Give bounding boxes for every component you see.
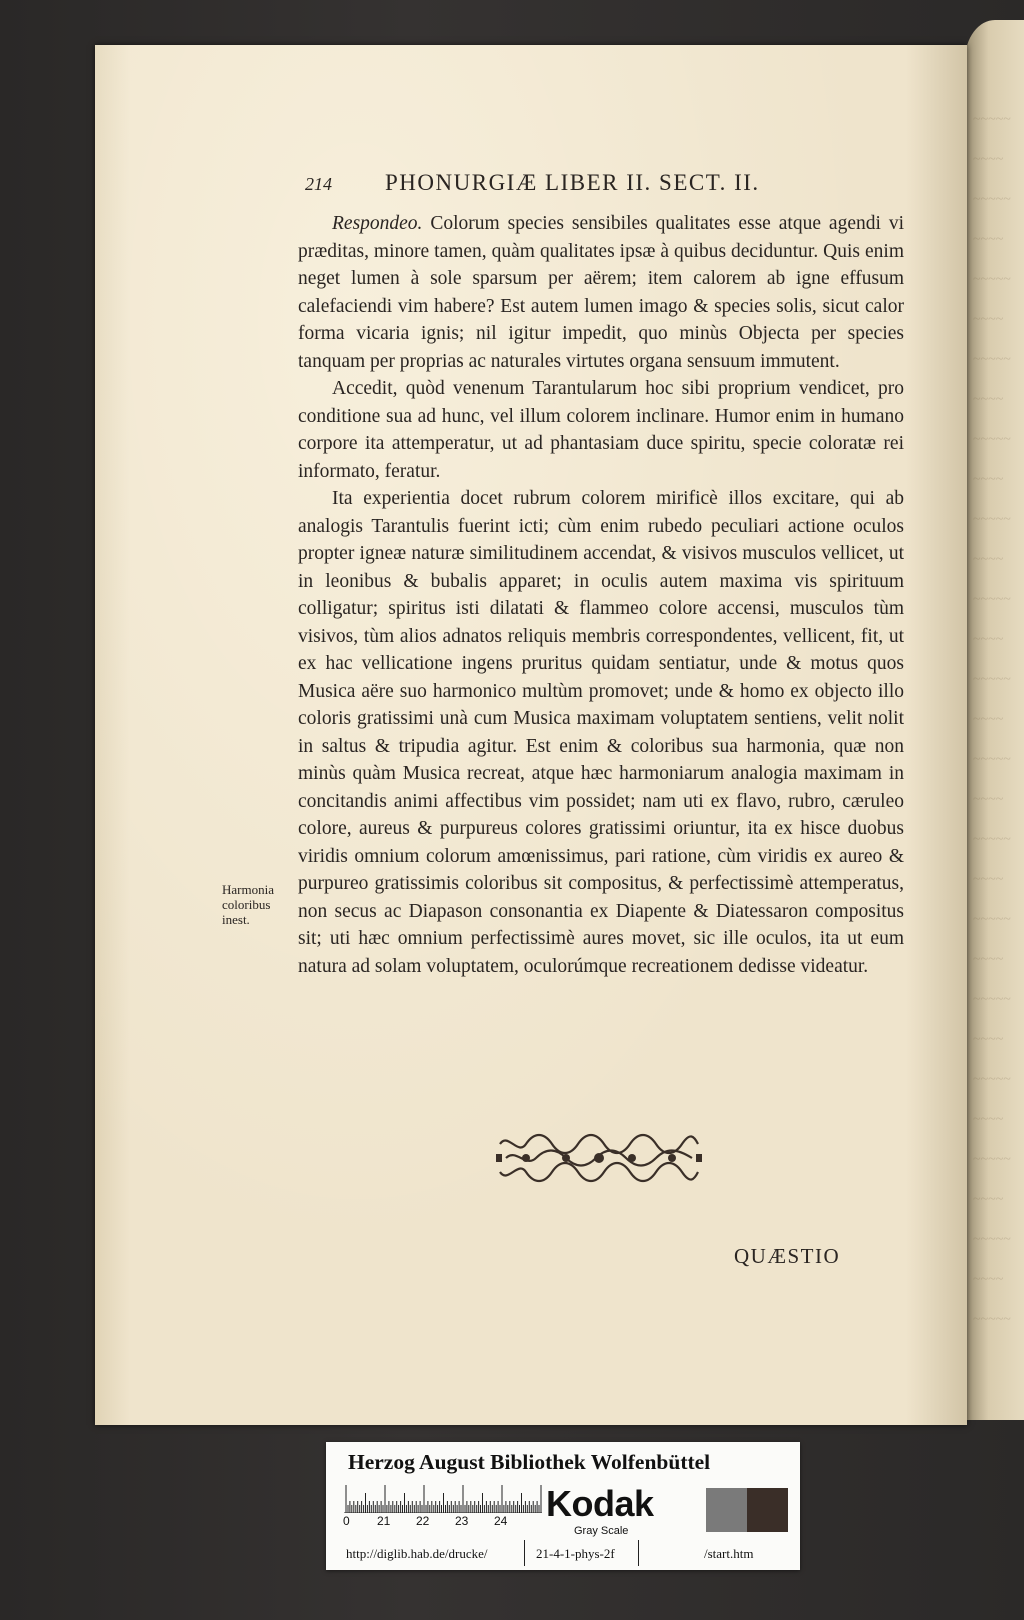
ruler-number: 21 xyxy=(377,1514,391,1528)
ruler-number: 23 xyxy=(455,1514,469,1528)
ruler-number: 0 xyxy=(343,1514,350,1528)
gray-patch xyxy=(706,1488,747,1532)
url-separator xyxy=(524,1540,525,1566)
url-part: /start.htm xyxy=(704,1546,754,1561)
paragraph-3: Ita experientia docet rubrum colorem mirificè illos excitare, qui ab analogis Tarantulis fuerint icti; cùm enim rubedo peculiari actione oculos propter igneæ naturæ similitudinem accendat, & visivos musculos vellicet, ut in leonibus & bubalis apparet; in oculis autem maxima vis spirituum colligatur; spiritus isti dilatati & flammeo colore accensi, musculos tùm visivos, tùm alios adnatos reliquis membris correspondentes, vellicent, fit, ut ex hac vellicatione ingens pruritus quidam sentiatur, unde & motus quos Musica aëre suo harmonico multùm promovet; unde & homo ex objecto illo coloris gratissimi unà cum Musica maximam voluptatem sentiens, velit nolit in saltus & tripudia agitur. Est enim & coloribus sua harmonia, quæ non minùs quàm Musica recreat, atque hæc harmoniarum analogia maximam in concitandis animi affectibus vim possidet; nam uti ex flavo, rubro, cæruleo colore, aureus & purpureus colores gratissimi oriuntur, ita ex hisce duobus viridis omnium colorum amœnissimus, pari ratione, cùm viridis ex aureo & purpureo gratissimis coloribus sit compositus, & perfectissimè attemperatus, non secus ac Diapason consonantia ex Diapente & Diatessaron compositus sit; uti hæc omnium perfectissimè aures movet, sic ille oculos, ita ut eum natura ad solam voluptatem, oculorúmque recreationem dedisse videatur. xyxy=(298,488,904,977)
kodak-logo: Kodak xyxy=(546,1483,654,1524)
margin-note-line: inest. xyxy=(222,912,250,927)
color-calibration-target xyxy=(326,1442,800,1570)
running-head: PHONURGIÆ LIBER II. SECT. II. xyxy=(385,170,760,195)
main-text xyxy=(298,210,904,980)
ruler-number: 24 xyxy=(494,1514,508,1528)
margin-note-line: coloribus xyxy=(222,897,271,912)
page-header xyxy=(305,170,835,204)
margin-note-line: Harmonia xyxy=(222,882,274,897)
url-part: 21-4-1-phys-2f xyxy=(536,1546,615,1561)
margin-note xyxy=(222,882,292,927)
bleed-through-text: ~~~~~ ~~~~ ~~~~~ ~~~~ ~~~~~ ~~~~ ~~~~~ ~~~~ ~~~~~ ~~~~ ~~~~~ ~~~~ ~~~~~ ~~~~ ~~~~~ ~~~~ ~~~~~ ~~~~ ~~~~~ ~~~~ ~~~~~ ~~~~ ~~~~~ ~~~~ ~~~~~ ~~~~ ~~~~~ ~~~~ ~~~~~ ~~~~ ~~~~~ xyxy=(973,112,1011,1327)
library-name: Herzog August Bibliothek Wolfenbüttel xyxy=(348,1450,711,1474)
gray-patches xyxy=(706,1488,788,1532)
dark-patch xyxy=(747,1488,788,1532)
facing-page-edge xyxy=(965,20,1024,1420)
floral-ornament-icon xyxy=(496,1130,702,1186)
lead-word: Respondeo. xyxy=(332,213,423,234)
gray-scale-label: Gray Scale xyxy=(574,1525,629,1537)
paragraph-2: Accedit, quòd venenum Tarantularum hoc sibi proprium vendicet, pro conditione sua ad hunc, vel illum colorem inclinare. Humor enim in humano corpore ita attemperatur, ut ad phantasiam duce spiritu, specie coloratæ rei informato, feratur. xyxy=(298,378,904,482)
page-number: 214 xyxy=(305,174,332,194)
catchword: QUÆSTIO xyxy=(734,1244,841,1268)
url-part: http://diglib.hab.de/drucke/ xyxy=(346,1546,488,1561)
url-separator xyxy=(638,1540,639,1566)
paragraph-1 xyxy=(298,210,904,375)
ruler-number: 22 xyxy=(416,1514,430,1528)
scale-ruler-icon xyxy=(344,1483,542,1513)
paragraph-1-text: Colorum species sensibiles qualitates esse atque agendi vi præditas, minore tamen, quàm qualitates ipsæ à quibus deciduntur. Quis enim neget lumen à sole sparsum per aërem; item calorem ab igne effusum calefaciendi vim habere? Est autem lumen imago & species solis, sicut calor forma vicaria ignis; nil igitur impedit, quo minùs Objecta per species tanquam per proprias ac naturales virtutes organa sensuum immutent. xyxy=(298,213,904,372)
